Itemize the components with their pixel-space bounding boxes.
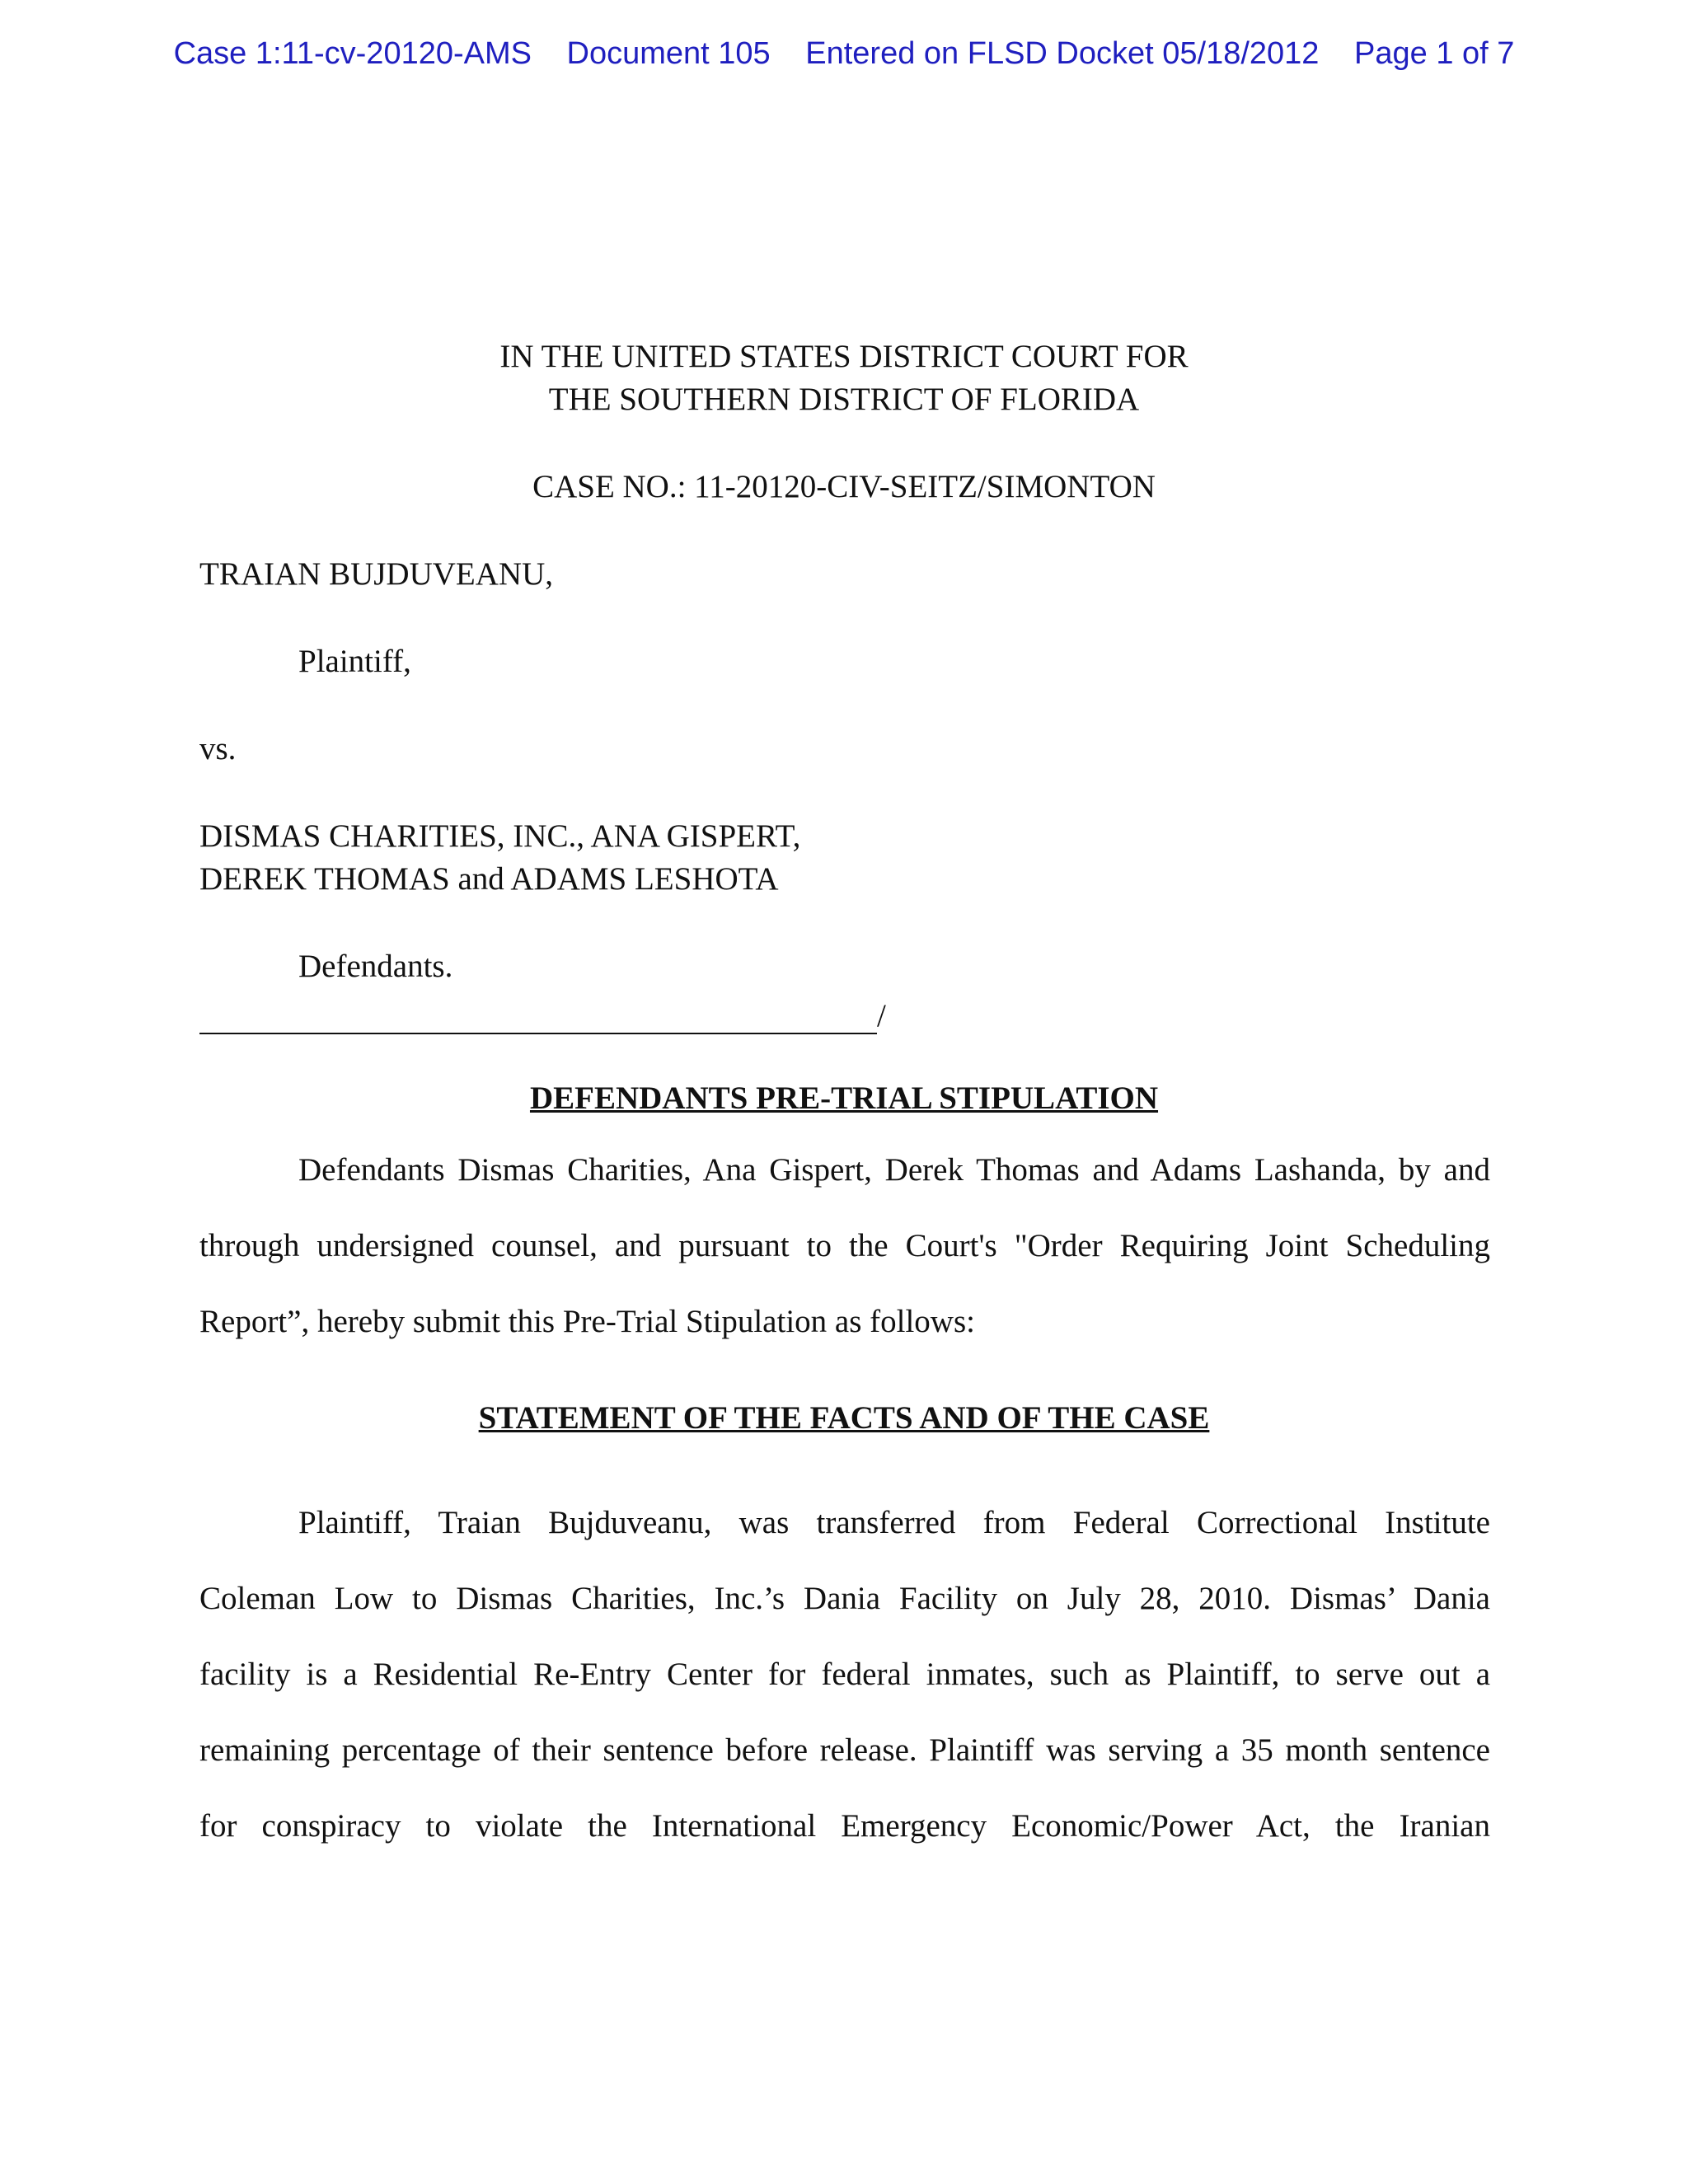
intro-line: Defendants Dismas Charities, Ana Gispert, Derek Thomas and Adams Lashanda, by and xyxy=(298,1152,1490,1188)
case-number: CASE NO.: 11-20120-CIV-SEITZ/SIMONTON xyxy=(532,469,1156,504)
docket-page-number: Page 1 of 7 xyxy=(1354,36,1515,71)
intro-line: Report”, hereby submit this Pre-Trial Stipulation as follows: xyxy=(199,1304,975,1339)
defendants-line-1: DISMAS CHARITIES, INC., ANA GISPERT, xyxy=(199,818,801,854)
facts-line: Plaintiff, Traian Bujduveanu, was transferred from Federal Correctional Institute xyxy=(298,1505,1490,1540)
docket-document-number: Document 105 xyxy=(566,36,771,71)
facts-line: facility is a Residential Re-Entry Center for federal inmates, such as Plaintiff, to serve out a xyxy=(199,1657,1490,1692)
docket-entered-date: Entered on FLSD Docket 05/18/2012 xyxy=(805,36,1320,71)
caption-slash: / xyxy=(877,998,886,1033)
facts-line: remaining percentage of their sentence before release. Plaintiff was serving a 35 month sentence xyxy=(199,1732,1490,1768)
defendants-line-2: DEREK THOMAS and ADAMS LESHOTA xyxy=(199,861,779,897)
versus: vs. xyxy=(199,731,237,766)
defendants-role: Defendants. xyxy=(298,949,453,984)
plaintiff-name: TRAIAN BUJDUVEANU, xyxy=(199,556,553,592)
court-name-line-2: THE SOUTHERN DISTRICT OF FLORIDA xyxy=(548,382,1140,417)
intro-paragraph xyxy=(199,1132,1490,1360)
facts-line: for conspiracy to violate the International Emergency Economic/Power Act, the Iranian xyxy=(199,1808,1490,1844)
caption-rule xyxy=(199,997,886,1037)
docket-case-number: Case 1:11-cv-20120-AMS xyxy=(173,36,532,71)
document-title: DEFENDANTS PRE-TRIAL STIPULATION xyxy=(529,1080,1159,1116)
facts-paragraph xyxy=(199,1485,1490,1864)
docket-header xyxy=(0,36,1688,72)
facts-line: Coleman Low to Dismas Charities, Inc.’s Dania Facility on July 28, 2010. Dismas’ Dania xyxy=(199,1581,1490,1616)
court-name-line-1: IN THE UNITED STATES DISTRICT COURT FOR xyxy=(499,339,1189,374)
section-heading-facts: STATEMENT OF THE FACTS AND OF THE CASE xyxy=(478,1400,1210,1436)
intro-line: through undersigned counsel, and pursuant to the Court's "Order Requiring Joint Scheduling xyxy=(199,1228,1490,1263)
caption-underline xyxy=(199,1000,877,1034)
plaintiff-role: Plaintiff, xyxy=(298,644,411,679)
